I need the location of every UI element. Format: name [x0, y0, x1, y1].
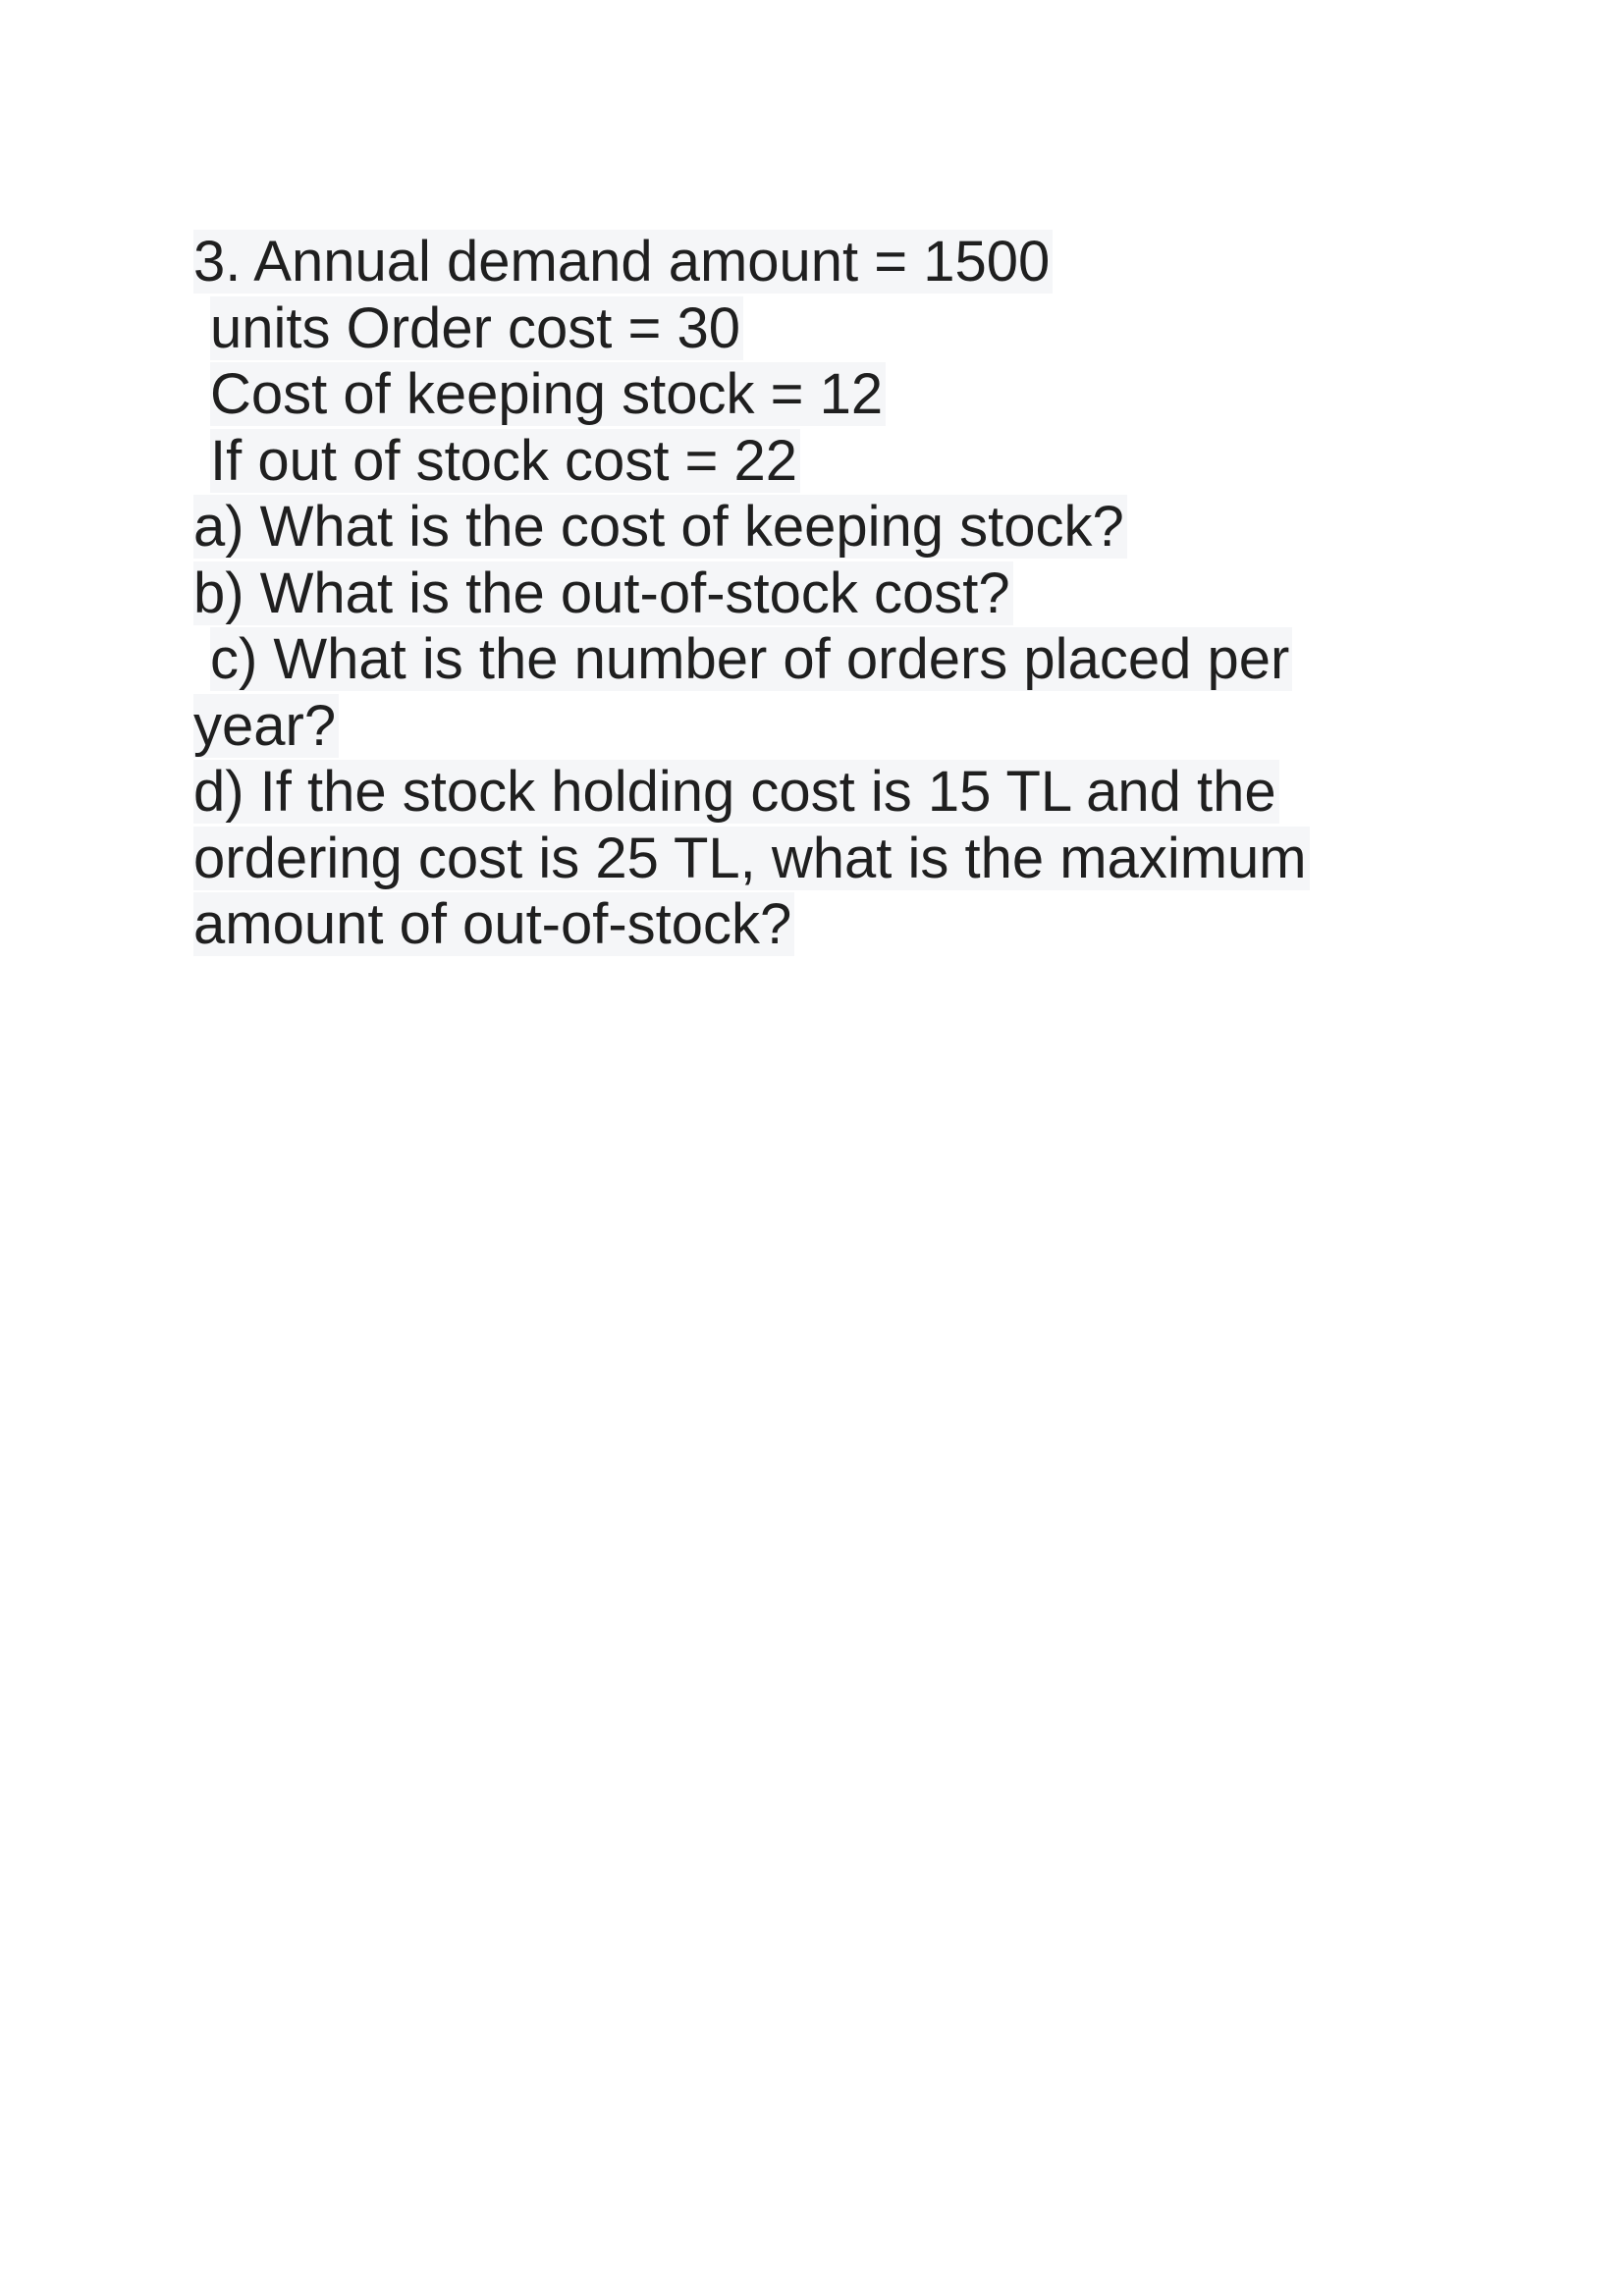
question-line: [193, 626, 1372, 693]
question-line: [193, 693, 1372, 760]
question-line-text: b) What is the out-of-stock cost?: [193, 561, 1013, 625]
question-line-text: If out of stock cost = 22: [210, 429, 800, 493]
question-text-block: [193, 229, 1372, 958]
question-line-text: year?: [193, 694, 339, 758]
question-line: [193, 428, 1372, 495]
question-line-text: 3. Annual demand amount = 1500: [193, 230, 1053, 294]
question-line: [193, 826, 1372, 892]
question-line: [193, 361, 1372, 428]
question-line-text: units Order cost = 30: [210, 296, 743, 360]
question-line: [193, 229, 1372, 295]
question-line: [193, 561, 1372, 627]
question-line-text: Cost of keeping stock = 12: [210, 362, 886, 426]
question-line-text: c) What is the number of orders placed per: [210, 627, 1292, 691]
question-line-text: a) What is the cost of keeping stock?: [193, 495, 1127, 559]
question-line: [193, 759, 1372, 826]
question-line-text: amount of out-of-stock?: [193, 892, 794, 956]
question-line: [193, 891, 1372, 958]
question-line-text: d) If the stock holding cost is 15 TL and the: [193, 760, 1279, 824]
question-line-text: ordering cost is 25 TL, what is the maximum: [193, 827, 1310, 890]
question-line: [193, 295, 1372, 362]
question-line: [193, 494, 1372, 561]
